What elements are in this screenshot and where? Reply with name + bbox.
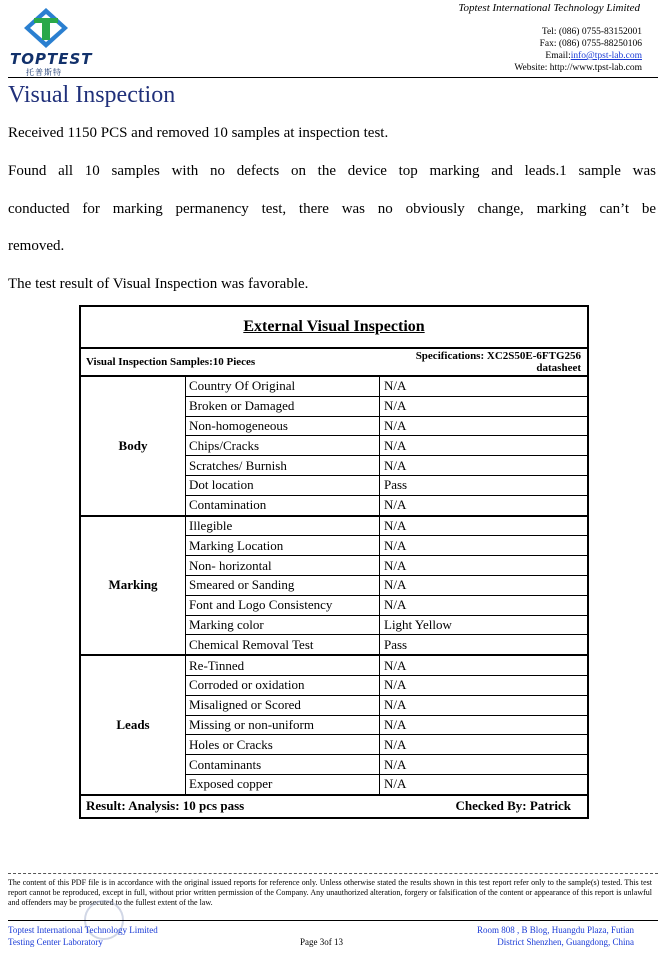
tel: Tel: (086) 0755-83152001 bbox=[541, 27, 642, 37]
category-cell: Marking bbox=[81, 516, 186, 656]
email-link[interactable]: info@tpst-lab.com bbox=[570, 51, 642, 61]
value-cell: N/A bbox=[380, 456, 588, 476]
result-label: Result: Analysis: 10 pcs pass bbox=[86, 798, 245, 814]
value-cell: N/A bbox=[380, 495, 588, 515]
email-label: Email: bbox=[545, 51, 571, 61]
value-cell: N/A bbox=[380, 516, 588, 536]
paragraph-received: Received 1150 PCS and removed 10 samples at inspection test. bbox=[8, 125, 389, 141]
item-cell: Marking color bbox=[186, 615, 380, 635]
paragraph-result: The test result of Visual Inspection was favorable. bbox=[8, 276, 309, 292]
page-number: Page 3of 13 bbox=[300, 937, 343, 947]
toptest-logo-icon bbox=[22, 6, 70, 50]
category-cell: Body bbox=[81, 376, 186, 516]
section-title: Visual Inspection bbox=[8, 82, 176, 108]
value-cell: N/A bbox=[380, 675, 588, 695]
value-cell: N/A bbox=[380, 575, 588, 595]
table-row bbox=[81, 376, 587, 396]
item-cell: Broken or Damaged bbox=[186, 396, 380, 416]
value-cell: Light Yellow bbox=[380, 615, 588, 635]
item-cell: Dot location bbox=[186, 475, 380, 495]
item-cell: Corroded or oxidation bbox=[186, 675, 380, 695]
paragraph-found-line3: removed. bbox=[8, 238, 65, 254]
header-divider bbox=[8, 77, 658, 78]
item-cell: Re-Tinned bbox=[186, 655, 380, 675]
item-cell: Holes or Cracks bbox=[186, 735, 380, 755]
item-cell: Smeared or Sanding bbox=[186, 575, 380, 595]
value-cell: Pass bbox=[380, 635, 588, 655]
contact-block bbox=[514, 26, 642, 74]
item-cell: Contamination bbox=[186, 495, 380, 515]
value-cell: N/A bbox=[380, 695, 588, 715]
value-cell: N/A bbox=[380, 655, 588, 675]
footer-dashed-divider bbox=[8, 873, 658, 874]
value-cell: N/A bbox=[380, 396, 588, 416]
fax: Fax: (086) 0755-88250106 bbox=[539, 39, 642, 49]
logo-subtitle: 托普斯特 bbox=[26, 68, 62, 77]
paragraph-found-line1: Found all 10 samples with no defects on the device top marking and leads.1 sample was bbox=[8, 163, 656, 179]
logo-wordmark: TOPTEST bbox=[10, 50, 93, 68]
company-name: Toptest International Technology Limited bbox=[458, 2, 640, 14]
specifications-label: Specifications: XC2S50E-6FTG256 datasheet bbox=[380, 348, 588, 376]
item-cell: Non-homogeneous bbox=[186, 416, 380, 436]
table-row bbox=[81, 516, 587, 536]
value-cell: N/A bbox=[380, 755, 588, 775]
footer-lab: Testing Center Laboratory bbox=[8, 937, 103, 947]
footer-address-2: District Shenzhen, Guangdong, China bbox=[497, 937, 634, 947]
item-cell: Non- horizontal bbox=[186, 556, 380, 576]
email-row bbox=[514, 50, 642, 62]
item-cell: Illegible bbox=[186, 516, 380, 536]
item-cell: Scratches/ Burnish bbox=[186, 456, 380, 476]
item-cell: Contaminants bbox=[186, 755, 380, 775]
samples-label: Visual Inspection Samples:10 Pieces bbox=[81, 348, 380, 376]
item-cell: Country Of Original bbox=[186, 376, 380, 396]
item-cell: Exposed copper bbox=[186, 774, 380, 794]
value-cell: Pass bbox=[380, 475, 588, 495]
disclaimer: The content of this PDF file is in accordance with the original issued reports for reference only. Unless otherwise stated the results shown in this test report refer only to the sample(s) tested. This test report cannot be reproduced, except in full, without prior written permission of the Company. Any unauthorized alteration, forgery or falsification of the content or appearance of this report is unlawful and offenders may be prosecuted to the fullest extent of the law. bbox=[8, 878, 652, 907]
footer-address-1: Room 808 , B Blog, Huangdu Plaza, Futian bbox=[477, 925, 634, 935]
value-cell: N/A bbox=[380, 715, 588, 735]
value-cell: N/A bbox=[380, 536, 588, 556]
item-cell: Marking Location bbox=[186, 536, 380, 556]
table-title: External Visual Inspection bbox=[243, 318, 425, 335]
value-cell: N/A bbox=[380, 416, 588, 436]
category-cell: Leads bbox=[81, 655, 186, 795]
website: Website: http://www.tpst-lab.com bbox=[514, 63, 642, 73]
paragraph-found-line2: conducted for marking permanency test, there was no obviously change, marking can’t be bbox=[8, 201, 656, 217]
footer-right bbox=[477, 924, 634, 948]
item-cell: Missing or non-uniform bbox=[186, 715, 380, 735]
value-cell: N/A bbox=[380, 376, 588, 396]
value-cell: N/A bbox=[380, 556, 588, 576]
value-cell: N/A bbox=[380, 595, 588, 615]
item-cell: Font and Logo Consistency bbox=[186, 595, 380, 615]
item-cell: Misaligned or Scored bbox=[186, 695, 380, 715]
item-cell: Chips/Cracks bbox=[186, 436, 380, 456]
footer-company: Toptest International Technology Limited bbox=[8, 925, 158, 935]
table-row bbox=[81, 655, 587, 675]
checked-by-label: Checked By: Patrick bbox=[455, 798, 571, 814]
value-cell: N/A bbox=[380, 774, 588, 794]
inspection-table bbox=[79, 305, 589, 819]
footer-divider bbox=[8, 920, 658, 921]
footer-left bbox=[8, 924, 158, 948]
value-cell: N/A bbox=[380, 436, 588, 456]
value-cell: N/A bbox=[380, 735, 588, 755]
table-body bbox=[81, 376, 587, 795]
item-cell: Chemical Removal Test bbox=[186, 635, 380, 655]
